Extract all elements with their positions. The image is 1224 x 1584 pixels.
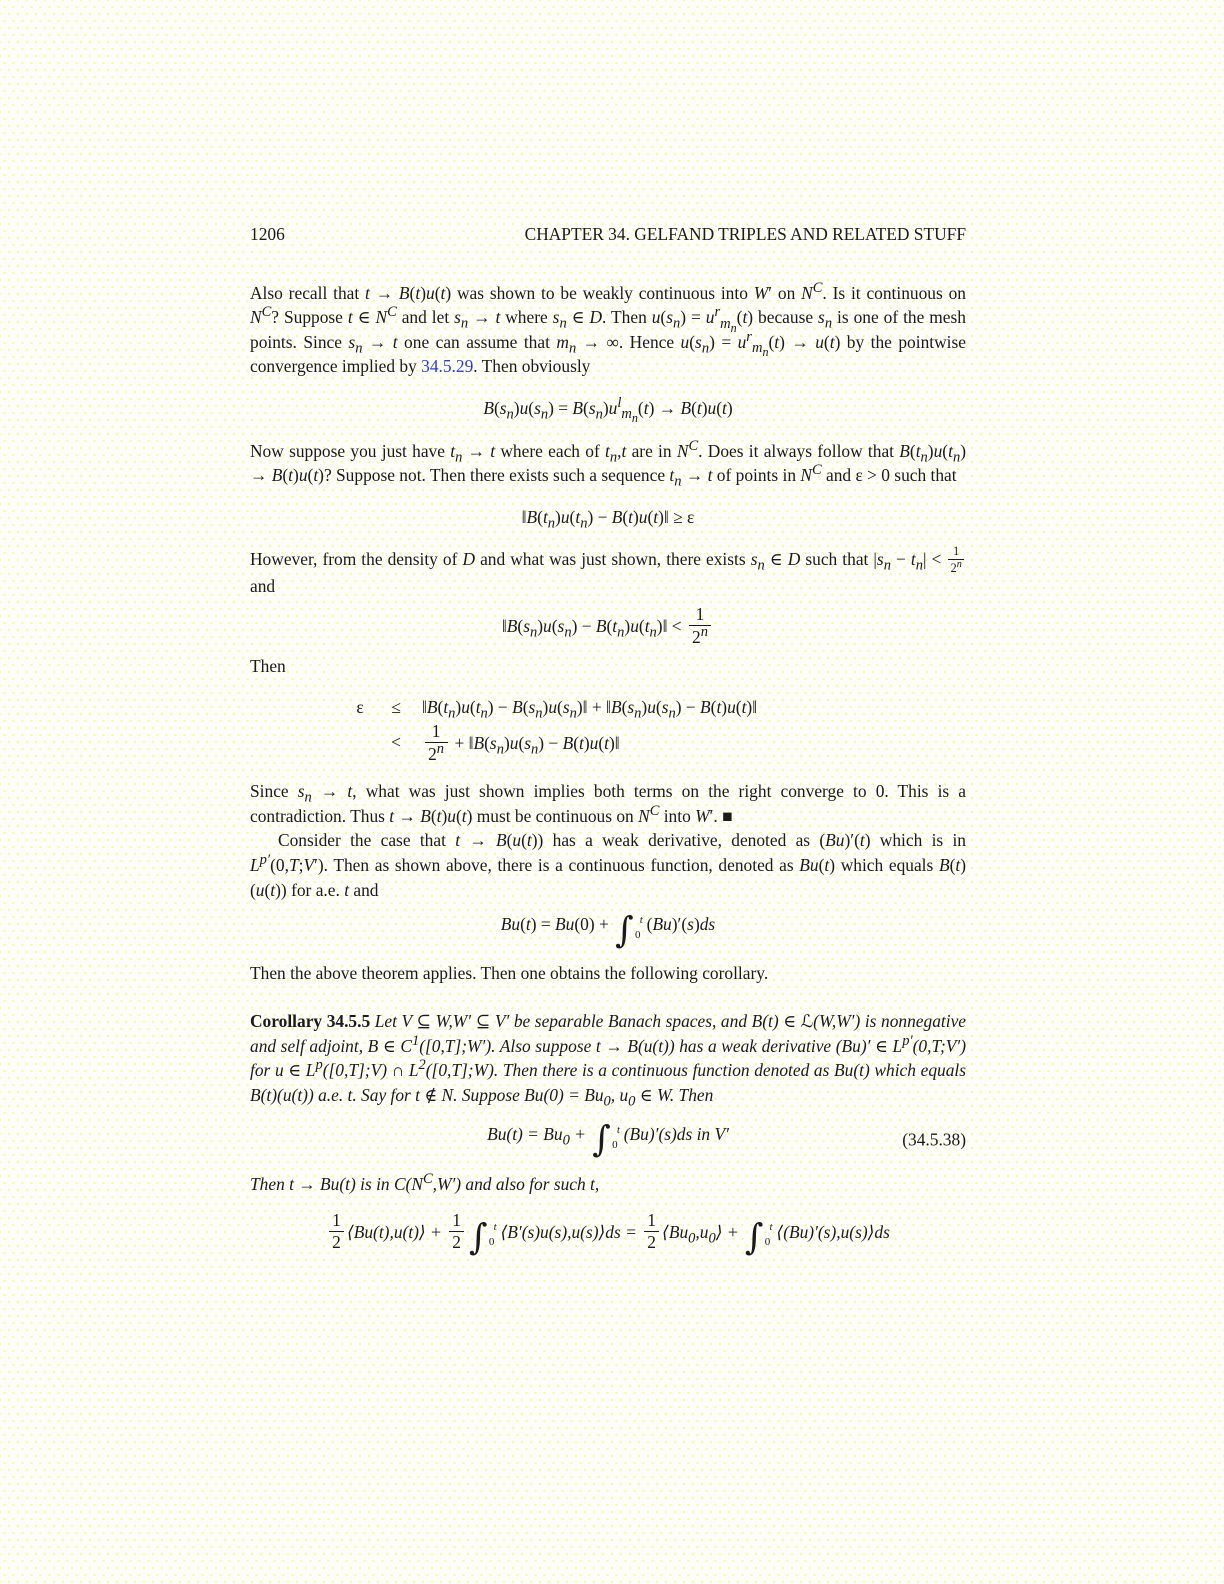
paragraph-recall: [250, 281, 966, 379]
equation-34-5-38: [250, 1119, 966, 1161]
aligned-row-2: [350, 722, 966, 763]
equation-convergence: $B(s_n)u(s_n) = B(s_n)u^l_{m_n}(t) \to B(t)u(t)$: [483, 395, 733, 426]
corollary-heading: Corollary 34.5.5: [250, 1011, 371, 1032]
chapter-title: CHAPTER 34. GELFAND TRIPLES AND RELATED STUFF: [524, 224, 966, 244]
paragraph-then-continuous: Then t → Bu(t) is in $C(N^C,W')$ and also for such t,: [250, 1171, 600, 1194]
equation-34-5-38-math: $Bu(t) = Bu_0$ + ∫ t 0 (Bu)′(s)ds in V′: [487, 1119, 729, 1161]
paragraph-theorem-applies: Then the above theorem applies. Then one obtains the following corollary.: [250, 962, 769, 983]
paragraph-contradiction: Since $s_n \to t$, what was just shown implies both terms on the right converge to 0. This is a contradiction. Thus t → B(t)u(t) must be continuous on $N^C$ into W′. ■: [250, 781, 967, 826]
equation-number-34-5-38: (34.5.38): [902, 1129, 966, 1150]
paragraph-weak-derivative: Consider the case that t → B(u(t)) has a weak derivative, denoted as (Bu)′(t) which is in $L^{p'}(0,T;V')$. Then as shown above, there is a continuous function, denoted as Bu(t) which equals B(t)(u(t)) for a.e. t and: [250, 830, 966, 900]
aligned-inequalities: [350, 695, 966, 764]
aligned-rhs-1: $‖B(t_n)u(t_n)$ − $B(s_n)u(s_n)‖$ + $‖B(s_n)u(s_n)$ − B(t)u(t)‖: [422, 696, 758, 721]
ref-link-34-5-29[interactable]: 34.5.29: [421, 356, 474, 377]
paragraph-however: However, from the density of D and what was just shown, there exists $s_n$ ∈ D such that $|s_n - t_n|$ < $\frac{1}{2^n}$ and: [250, 545, 966, 599]
equation-density-bound: $‖B(s_n)u(s_n)$ − $B(t_n)u(t_n)‖$ < $\frac{1}{2^n}$: [250, 605, 966, 646]
paragraph-recall-tail: . Then obviously: [473, 356, 591, 377]
corollary-body: Let V ⊆ W,W′ ⊆ V′ be separable Banach spaces, and B(t) ∈ ℒ(W,W′) is nonnegative and self adjoint, B ∈ $C^1([0,T];W')$. Also suppose t → B(u(t)) has a weak derivative (Bu)′ ∈ $L^{p'}(0,T;V')$ for u ∈ $L^p([0,T];V)$ ∩ $L^2([0,T];W)$. Then there is a continuous function denoted as Bu(t) which equals B(t)(u(t)) a.e. t. Say for t ∉ N. Suppose $Bu(0) = Bu_0$, $u_0$ ∈ W. Then: [250, 1011, 967, 1110]
running-header: [250, 222, 966, 247]
aligned-row-1: [350, 695, 966, 720]
corollary-34-5-5: [250, 1009, 967, 1110]
text-column: [250, 222, 967, 1259]
equation-epsilon-bound: $‖B(t_n)u(t_n)$ − B(t)u(t)‖ ≥ ε: [521, 506, 695, 532]
equation-integral-rep: Bu(t) = Bu(0) + ∫ t 0 (Bu)′(s)ds: [500, 909, 716, 951]
paragraph-recall-text: Also recall that t → B(t)u(t) was shown to be weakly continuous into W′ on $N^C$. Is it continuous on $N^C$? Suppose t ∈ $N^C$ and let $s_n \to t$ where $s_n$ ∈ D. Then $u(s_n) = u^r_{m_n}(t)$ because $s_n$ is one of the mesh points. Since $s_n \to t$ one can assume that $m_n$ → ∞. Hence $u(s_n) = u^r_{m_n}(t) \to u(t)$ by the pointwise convergence implied by: [250, 279, 966, 377]
page-number: 1206: [250, 224, 285, 244]
aligned-relation-1: ≤: [391, 696, 401, 717]
paragraph-now-suppose: Now suppose you just have $t_n \to t$ where each of $t_n,t$ are in $N^C$. Does it always follow that $B(t_n)u(t_n) \to B(t)u(t)$? Suppose not. Then there exists such a sequence $t_n \to t$ of points in $N^C$ and ε > 0 such that: [250, 437, 966, 490]
aligned-rhs-2: $\frac{1}{2^n}$ + $‖B(s_n)u(s_n)$ − B(t)u(t)‖: [422, 722, 620, 763]
aligned-lhs: ε: [356, 696, 364, 717]
then-label: Then: [250, 655, 286, 676]
aligned-relation-2: <: [391, 732, 401, 753]
equation-energy-identity: $\frac{1}{2}$ ⟨Bu(t),u(t)⟩ + $\frac{1}{2}$ ∫ t 0 ⟨B′(s)u(s),u(s)⟩ds = $\frac{1}{2}$ $⟨Bu_0,u_0⟩$ + ∫ t 0 ⟨(Bu)′(s),u(s)⟩ds: [250, 1211, 966, 1256]
